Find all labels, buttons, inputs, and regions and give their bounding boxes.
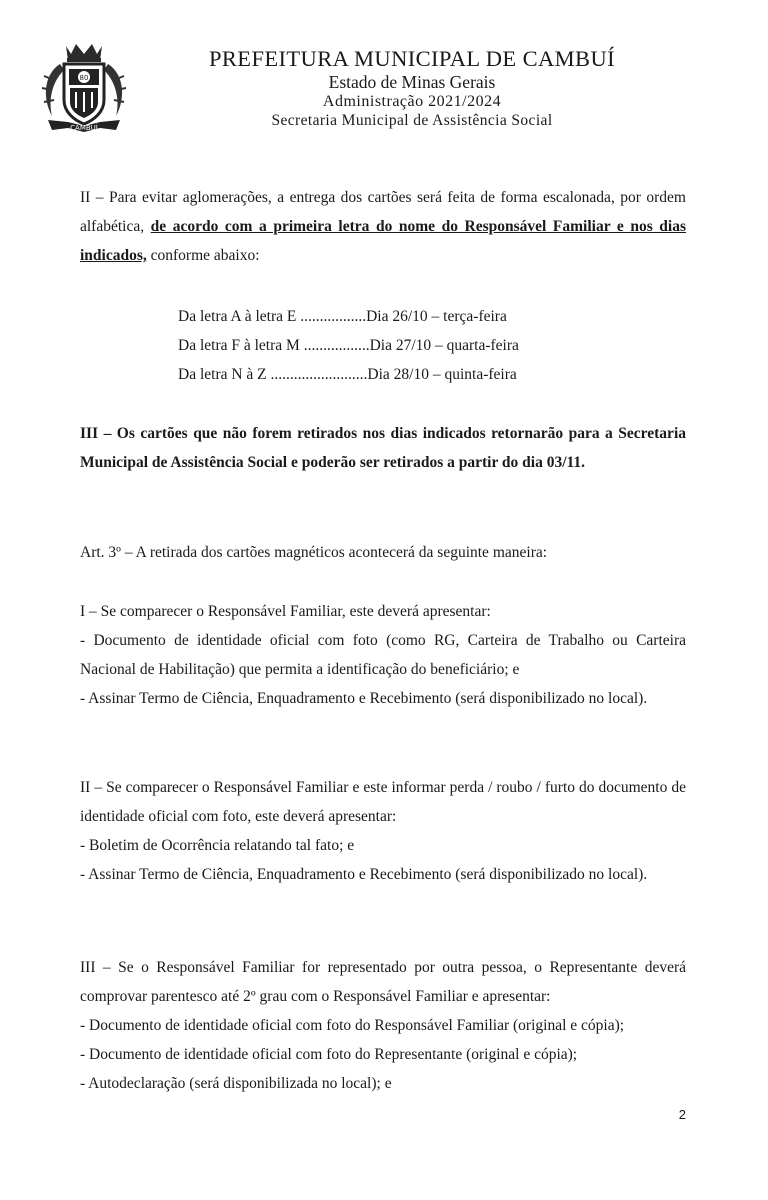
page-number: 2	[678, 1107, 686, 1122]
secretariat-name: Secretaria Municipal de Assistência Social	[271, 112, 553, 129]
item-ii-bullet: - Boletim de Ocorrência relatando tal fato; e	[80, 837, 355, 854]
schedule-leader: .................	[299, 337, 370, 354]
paragraph-ii-lead: II – Para evitar aglomerações, a entrega dos cartões será feita de forma escalonada, por ordem alfabética,	[80, 189, 686, 235]
administration-term: Administração 2021/2024	[322, 93, 502, 110]
item-i	[80, 597, 686, 713]
item-ii-bullet: - Assinar Termo de Ciência, Enquadramento e Recebimento (será disponibilizado no local).	[80, 866, 648, 883]
svg-text:CAMBUÍ: CAMBUÍ	[70, 124, 98, 132]
schedule-row	[178, 331, 598, 360]
schedule-day: Dia 26/10 – terça-feira	[366, 308, 507, 325]
article-3-heading: Art. 3º – A retirada dos cartões magnéticos acontecerá da seguinte maneira:	[80, 544, 548, 561]
item-iii-bullet: - Documento de identidade oficial com foto do Responsável Familiar (original e cópia);	[80, 1017, 625, 1034]
schedule-row	[178, 360, 598, 389]
item-iii-intro: III – Se o Responsável Familiar for representado por outra pessoa, o Representante deverá comprovar parentesco até 2º grau com o Responsável Familiar e apresentar:	[80, 959, 686, 1005]
paragraph-ii-emphasis: de acordo com a primeira letra do nome do Responsável Familiar e nos dias indicados,	[80, 218, 686, 264]
municipal-crest-icon	[38, 40, 130, 136]
schedule-range: Da letra N à Z	[178, 366, 267, 383]
schedule-leader: .................	[296, 308, 367, 325]
item-iii-bullet: - Autodeclaração (será disponibilizada no local); e	[80, 1075, 392, 1092]
letterhead	[30, 40, 750, 145]
item-i-intro: I – Se comparecer o Responsável Familiar, este deverá apresentar:	[80, 603, 491, 620]
item-iii-bullet: - Documento de identidade oficial com foto do Representante (original e cópia);	[80, 1046, 578, 1063]
schedule-day: Dia 27/10 – quarta-feira	[369, 337, 519, 354]
schedule-day: Dia 28/10 – quinta-feira	[367, 366, 517, 383]
item-i-bullet: - Assinar Termo de Ciência, Enquadramento e Recebimento (será disponibilizado no local).	[80, 690, 648, 707]
schedule-range: Da letra F à letra M	[178, 337, 300, 354]
delivery-schedule	[178, 302, 598, 389]
item-iii	[80, 953, 686, 1098]
letterhead-text	[132, 46, 692, 130]
paragraph-iii: III – Os cartões que não forem retirados nos dias indicados retornarão para a Secretaria Municipal de Assistência Social e poderão ser retirados a partir do dia 03/11.	[80, 425, 686, 471]
paragraph-ii	[80, 183, 686, 270]
item-ii	[80, 773, 686, 889]
schedule-row	[178, 302, 598, 331]
schedule-leader: .........................	[266, 366, 368, 383]
municipality-title: PREFEITURA MUNICIPAL DE CAMBUÍ	[208, 46, 615, 71]
paragraph-ii-tail: conforme abaixo:	[146, 247, 260, 264]
state-name: Estado de Minas Gerais	[328, 72, 496, 92]
item-ii-intro: II – Se comparecer o Responsável Familiar e este informar perda / roubo / furto do documento de identidade oficial com foto, este deverá apresentar:	[80, 779, 686, 825]
item-i-bullet: - Documento de identidade oficial com foto (como RG, Carteira de Trabalho ou Carteira Nacional de Habilitação) que permita a identificação do beneficiário; e	[80, 632, 686, 678]
schedule-range: Da letra A à letra E	[178, 308, 297, 325]
svg-text:80: 80	[79, 74, 89, 82]
